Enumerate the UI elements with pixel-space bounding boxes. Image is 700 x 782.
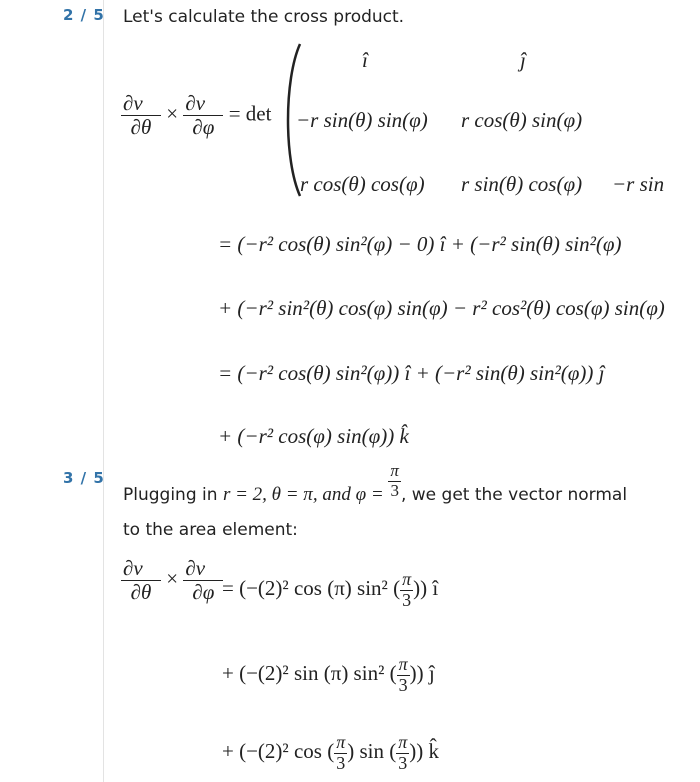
numerator: ∂v⃗ [185, 556, 222, 580]
result-lhs [121, 557, 223, 604]
numerator: π [336, 732, 346, 752]
result-line-2 [222, 655, 435, 696]
denominator: 3 [398, 752, 408, 773]
step-3-intro [123, 460, 628, 506]
step-2-intro: Let's calculate the cross product. [123, 7, 405, 27]
numerator: π [390, 460, 399, 480]
times-symbol: × [166, 566, 179, 591]
matrix-row3-col2: r sin(θ) cos(φ) [461, 172, 583, 196]
numerator: π [402, 569, 412, 589]
substitution-values: r = 2, θ = π, and φ = [222, 484, 389, 505]
pi-over-3 [334, 733, 347, 774]
pi-over-3-fraction [388, 462, 401, 500]
intro-text-b: , we get the vector normal [400, 485, 628, 505]
matrix-row3-col3: −r sin [612, 172, 665, 196]
expansion-line-1: = (−r² cos(θ) sin²(φ) − 0) î + (−r² sin(θ) sin²(φ) [218, 232, 622, 256]
pi-over-3 [396, 733, 409, 774]
numerator: π [398, 654, 408, 674]
dv-dphi-fraction [183, 92, 223, 139]
times-symbol: × [166, 101, 179, 126]
result-1-prefix: = (−(2)² cos (π) sin² ( [222, 576, 401, 601]
result-line-1 [222, 570, 438, 611]
result-1-suffix: )) î [413, 576, 439, 601]
result-2-suffix: )) ĵ [409, 661, 435, 686]
denominator: 3 [402, 589, 412, 610]
matrix-i-hat: î [362, 48, 368, 72]
numerator: ∂v⃗ [185, 91, 222, 115]
step-number-2: 2 / 5 [63, 6, 105, 24]
denominator: 3 [390, 480, 399, 500]
numerator: π [398, 732, 408, 752]
denominator: ∂φ [192, 580, 215, 605]
simplified-line-2: + (−r² cos(φ) sin(φ)) k̂ [218, 424, 409, 448]
denominator: ∂θ [130, 580, 152, 605]
result-3-middle: ) sin ( [347, 739, 397, 764]
matrix-row2-col1: −r sin(θ) sin(φ) [296, 108, 428, 132]
simplified-line-1: = (−r² cos(θ) sin²(φ)) î + (−r² sin(θ) sin²(φ)) ĵ [218, 361, 605, 385]
cross-product-lhs [121, 92, 271, 139]
pi-over-3 [397, 655, 410, 696]
matrix-row3-col1: r cos(θ) cos(φ) [300, 172, 425, 196]
matrix-j-hat: ĵ [520, 48, 526, 72]
dv-dtheta-fraction [121, 557, 161, 604]
intro-text-a: Plugging in [123, 485, 223, 505]
equals-symbol: = [228, 101, 241, 126]
det-operator: det [245, 101, 272, 126]
result-line-3 [222, 733, 439, 774]
result-3-suffix: )) k̂ [409, 739, 440, 764]
denominator: 3 [398, 674, 408, 695]
matrix-row2-col2: r cos(θ) sin(φ) [461, 108, 583, 132]
step-3-intro-line-2: to the area element: [123, 520, 298, 540]
expansion-line-2: + (−r² sin²(θ) cos(φ) sin(φ) − r² cos²(θ) cos(φ) sin(φ) [218, 296, 665, 320]
result-3-prefix: + (−(2)² cos ( [222, 739, 335, 764]
denominator: ∂φ [192, 115, 215, 140]
denominator: ∂θ [130, 115, 152, 140]
denominator: 3 [336, 752, 346, 773]
dv-dtheta-fraction [121, 92, 161, 139]
numerator: ∂v⃗ [123, 556, 160, 580]
dv-dphi-fraction [183, 557, 223, 604]
result-2-prefix: + (−(2)² sin (π) sin² ( [222, 661, 397, 686]
numerator: ∂v⃗ [123, 91, 160, 115]
step-number-3: 3 / 5 [63, 469, 105, 487]
pi-over-3 [400, 570, 413, 611]
